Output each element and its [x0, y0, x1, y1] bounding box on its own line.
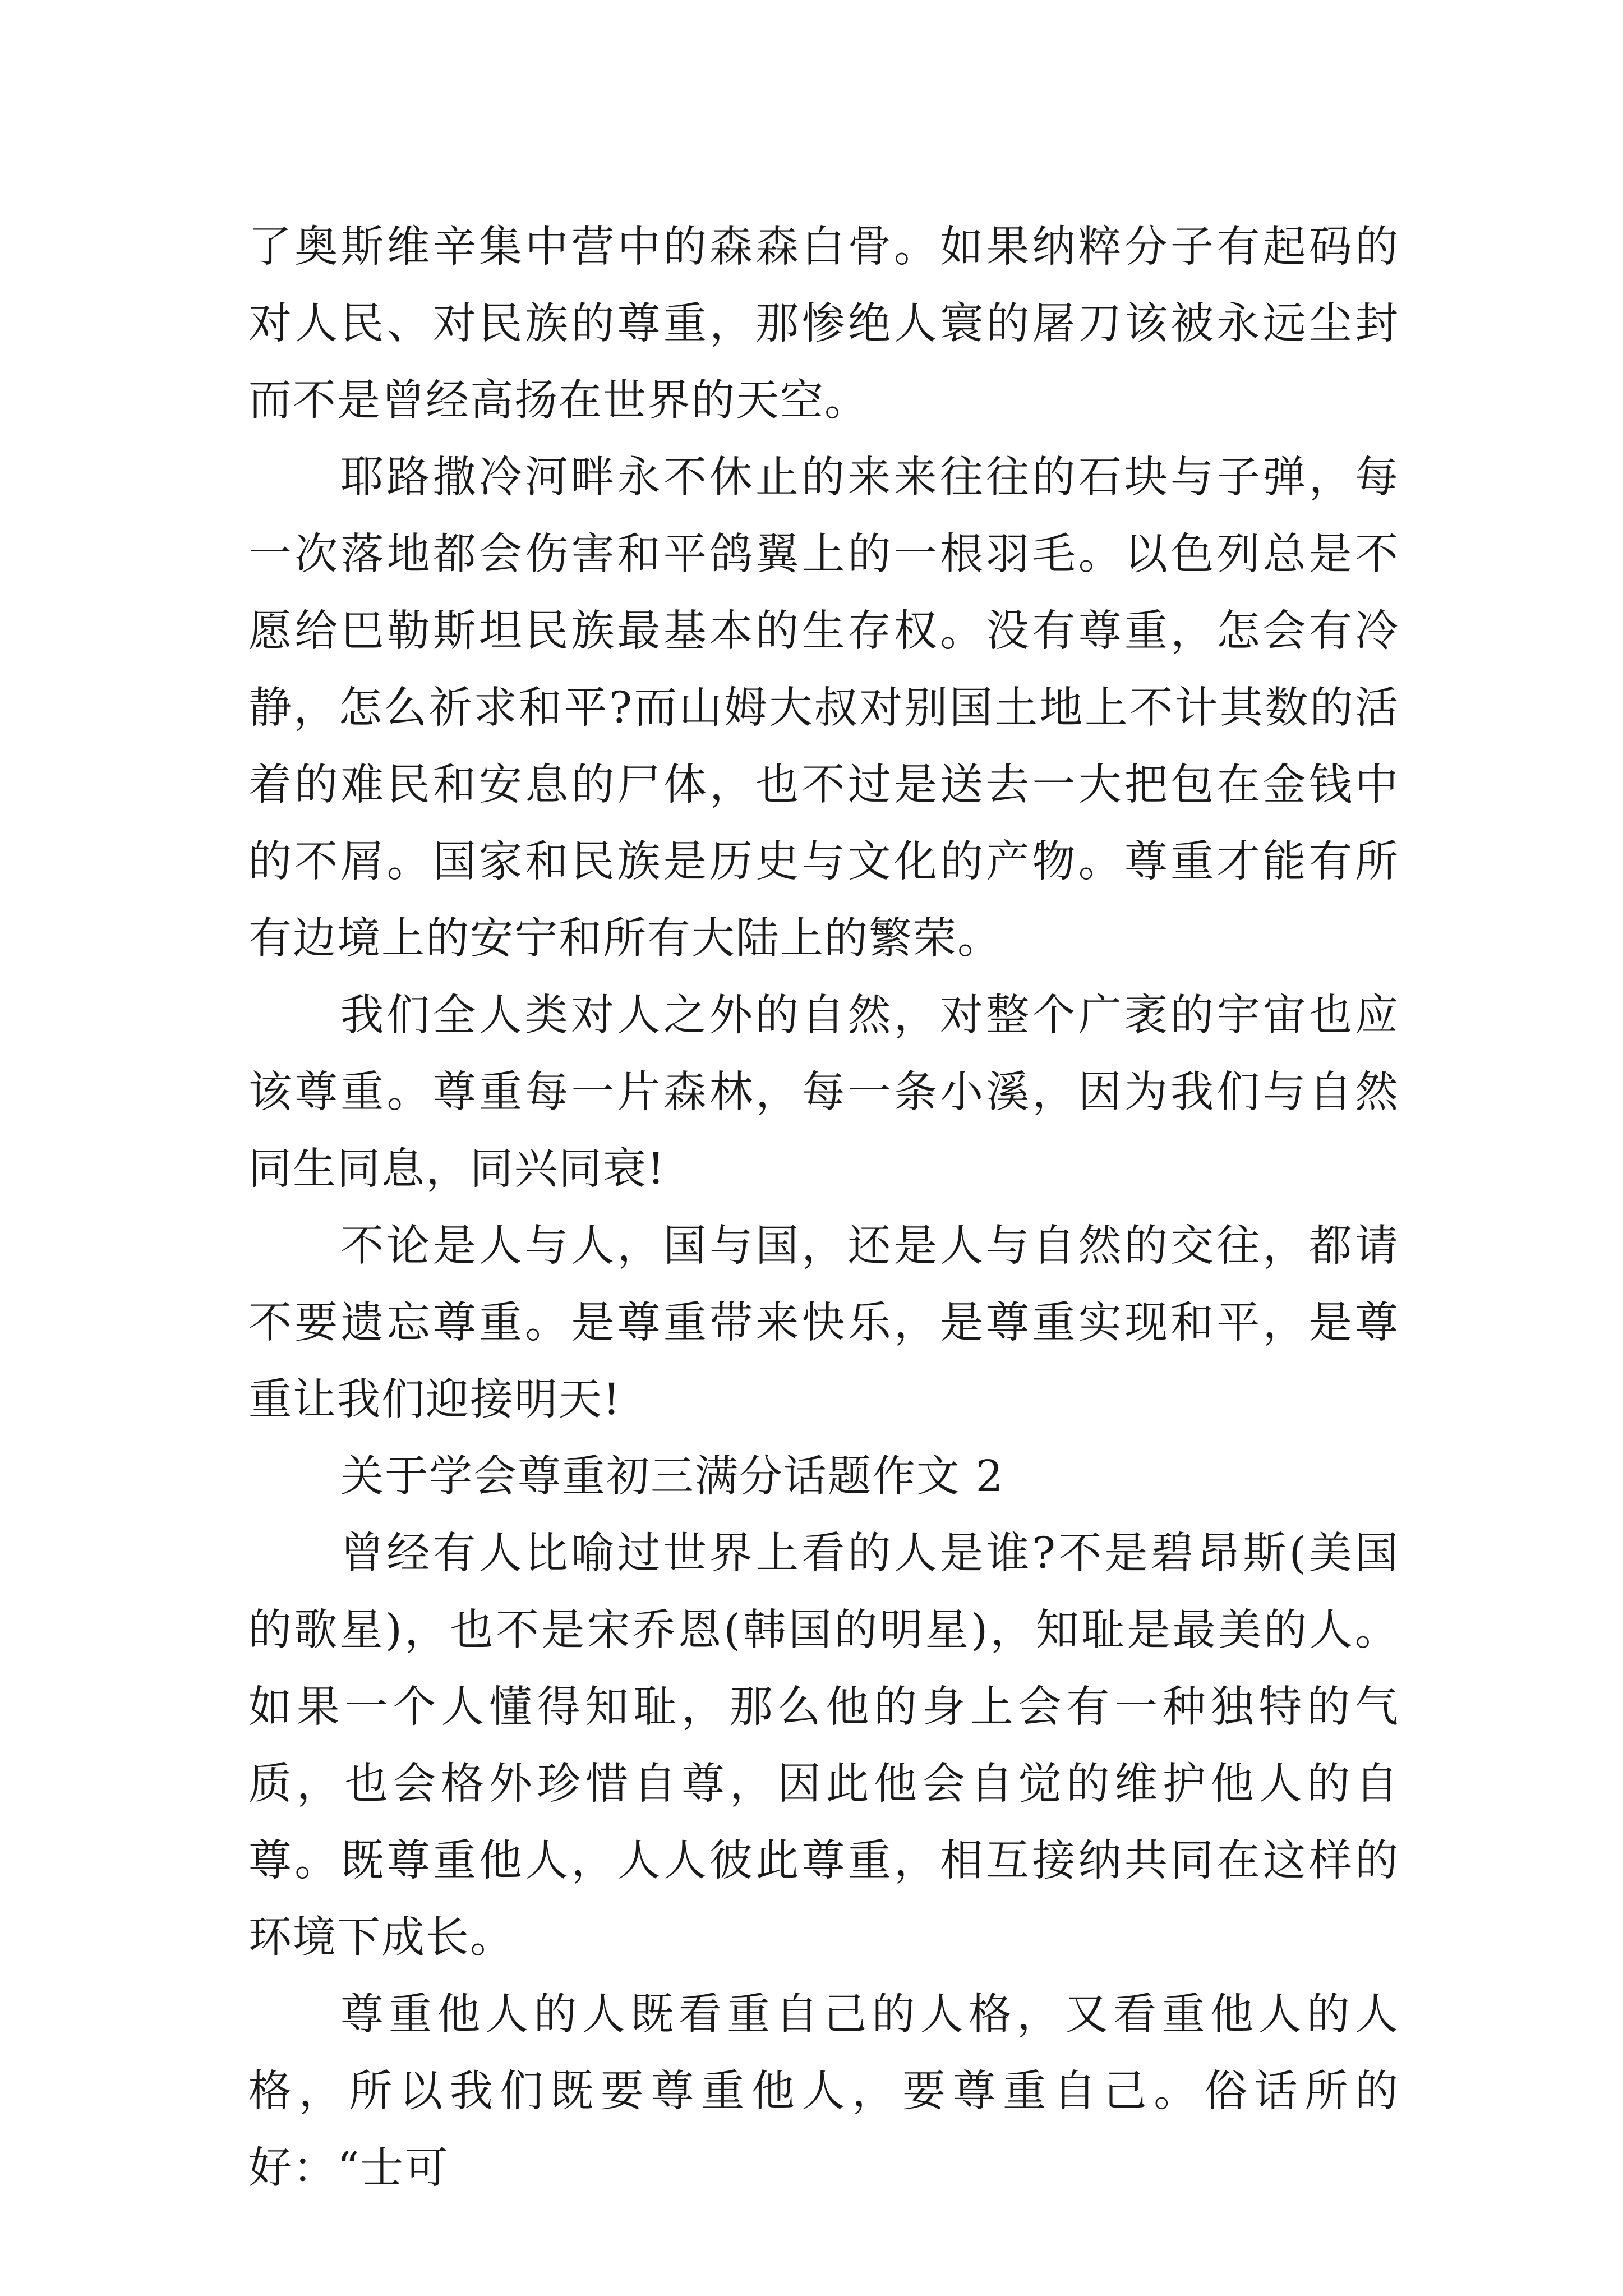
paragraph-6: 尊重他人的人既看重自己的人格，又看重他人的人格，所以我们既要尊重他人，要尊重自己。俗话所的好：“士可 — [248, 1990, 1399, 2193]
paragraph-5: 曾经有人比喻过世界上看的人是谁?不是碧昂斯(美国的歌星)，也不是宋乔恩(韩国的明星)，知耻是最美的人。如果一个人懂得知耻，那么他的身上会有一种独特的气质，也会格外珍惜自尊，因此他会自觉的维护他人的自尊。既尊重他人，人人彼此尊重，相互接纳共同在这样的环境下成长。 — [248, 1529, 1399, 1963]
paragraph-1: 了奥斯维辛集中营中的森森白骨。如果纳粹分子有起码的对人民、对民族的尊重，那惨绝人寰的屠刀该被永远尘封而不是曾经高扬在世界的天空。 — [248, 222, 1399, 426]
document-body — [248, 209, 1399, 2207]
section-heading: 关于学会尊重初三满分话题作文 2 — [340, 1452, 1004, 1502]
paragraph-3: 我们全人类对人之外的自然，对整个广袤的宇宙也应该尊重。尊重每一片森林，每一条小溪，因为我们与自然同生同息，同兴同衰! — [248, 991, 1399, 1194]
paragraph-4: 不论是人与人，国与国，还是人与自然的交往，都请不要遗忘尊重。是尊重带来快乐，是尊重实现和平，是尊重让我们迎接明天! — [248, 1221, 1399, 1425]
paragraph-2: 耶路撒冷河畔永不休止的来来往往的石块与子弹，每一次落地都会伤害和平鸽翼上的一根羽毛。以色列总是不愿给巴勒斯坦民族最基本的生存权。没有尊重，怎会有冷静，怎么祈求和平?而山姆大叔对别国土地上不计其数的活着的难民和安息的尸体，也不过是送去一大把包在金钱中的不屑。国家和民族是历史与文化的产物。尊重才能有所有边境上的安宁和所有大陆上的繁荣。 — [248, 453, 1399, 964]
